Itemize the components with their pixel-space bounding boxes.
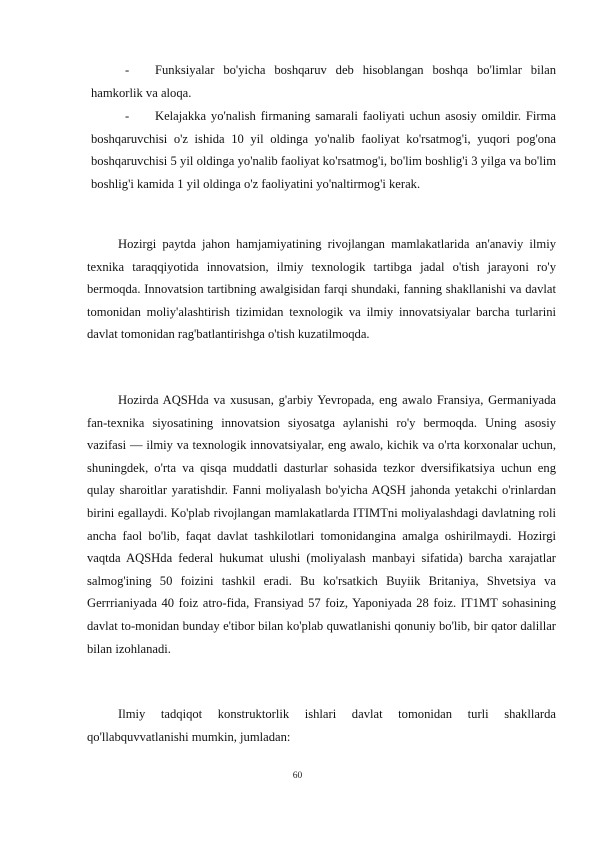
paragraph-2: Hozirda AQSHda va xususan, g'arbiy Yevropada, eng awalo Fransiya, Germaniyada fan-texnika siyosatining innovatsion siyosatga aylanishi ro'y bermoqda. Uning asosiy vazifasi — ilmiy va texnologik innovatsiyalar, eng awalo, kichik va o'rta korxonalar uchun, shuningdek, o'rta va qisqa muddatli dasturlar sohasida tezkor dversifikatsiya uchun eng qulay sharoitlar yaratishdir. Fanni moliyalash bo'yicha AQSH jahonda yetakchi o'rinlardan birini egallaydi. Ko'plab rivojlangan mamlakatlarda ITIMTni moliyalashdagi davlatning roli ancha faol bo'lib, faqat davlat tashkilotlari tomonidangina amalga oshirilmaydi. Hozirgi vaqtda AQSHda federal hukumat ulushi (moliyalash manbayi sifatida) barcha xarajatlar salmog'ining 50 foizini tashkil eradi. Bu ko'rsatkich Buyiik Britaniya, Shvetsiya va Gerrrianiyada 40 foiz atro-fida, Fransiyad 57 foiz, Yaponiyada 28 foiz. IT1MT sohasining davlat to-monidan bunday e'tibor bilan ko'plab quwatlanishi qonuniy bo'lib, bir qator dalillar bilan izohlanadi. xyxy=(87,393,556,656)
bullet-marker: - xyxy=(125,109,130,123)
bullet-marker: - xyxy=(125,63,130,77)
bullet-text: Kelajakka yo'nalish firmaning samarali faoliyati uchun asosiy omildir. Firma boshqaruvchisi o'z ishida 10 yil oldinga yo'nalib faoliyat ko'rsatmog'i, yuqori pog'ona boshqaruvchisi 5 yil oldinga yo'nalib faoliyat ko'rsatmog'i, bo'lim boshlig'i 3 yilga va bo'lim boshlig'i kamida 1 yil oldinga o'z faoliyatini yo'naltirmog'i kerak. xyxy=(91,109,556,191)
paragraph-1: Hozirgi paytda jahon hamjamiyatining rivojlangan mamlakatlarida an'anaviy ilmiy texnika taraqqiyotida innovatsion, ilmiy texnologik tartibga jadal o'tish jarayoni ro'y bermoqda. Innovatsion tartibning awalgisidan farqi shundaki, fanning shakllanishi va davlat tomonidan moliy'alashtirish tizimidan texnologik va ilmiy innovatsiyalar barcha turlarini davlat tomonidan rag'batlantirishga o'tish kuzatilmoqda. xyxy=(87,237,556,342)
paragraph-3: Ilmiy tadqiqot konstruktorlik ishlari davlat tomonidan turli shakllarda qo'llabquvvatlanishi mumkin, jumladan: xyxy=(87,707,556,744)
bullet-text: Funksiyalar bo'yicha boshqaruv deb hisoblangan boshqa bo'limlar bilan hamkorlik va aloqa. xyxy=(91,63,556,100)
bullet-item-2 xyxy=(91,105,556,195)
bullet-item-1 xyxy=(91,59,556,104)
page-number: 60 xyxy=(292,771,303,781)
